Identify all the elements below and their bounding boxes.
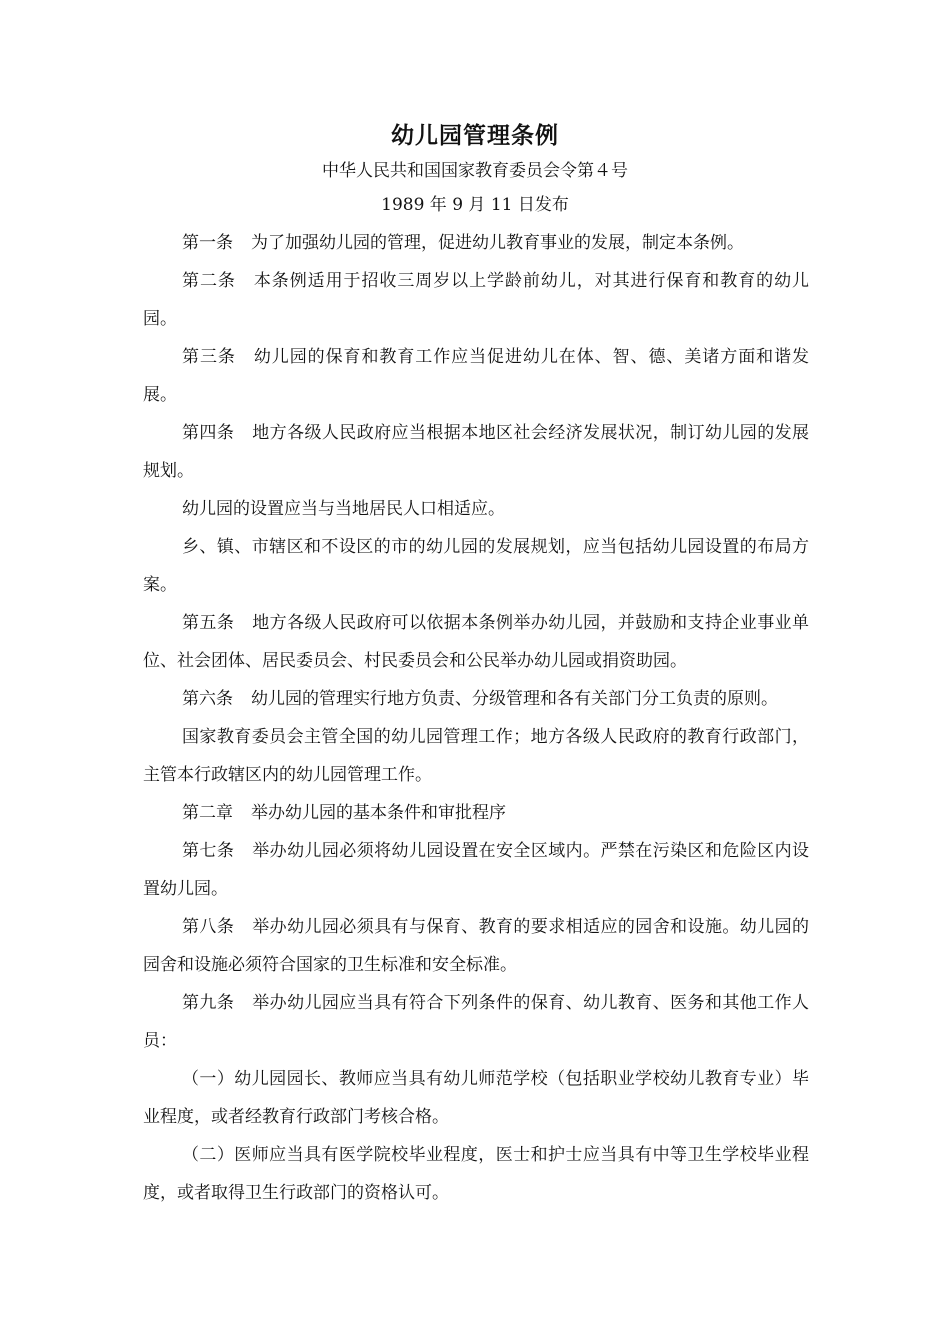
paragraph-text: 地方各级人民政府应当根据本地区社会经济发展状况，制订幼儿园的发展规划。 bbox=[143, 423, 810, 481]
paragraph bbox=[143, 984, 809, 1060]
chapter-label: 第二章 bbox=[182, 803, 233, 823]
paragraph-text: 幼儿园的管理实行地方负责、分级管理和各有关部门分工负责的原则。 bbox=[251, 689, 778, 709]
paragraph-label: 第一条 bbox=[182, 233, 233, 253]
paragraph bbox=[143, 338, 809, 414]
paragraph-label: 第三条 bbox=[182, 347, 236, 367]
paragraph-text: 幼儿园的保育和教育工作应当促进幼儿在体、智、德、美诸方面和谐发展。 bbox=[143, 347, 810, 405]
paragraph bbox=[143, 224, 809, 262]
paragraph bbox=[143, 718, 809, 794]
paragraph bbox=[143, 908, 809, 984]
paragraph-label: 第七条 bbox=[182, 841, 235, 861]
document-title: 幼儿园管理条例 bbox=[391, 122, 559, 149]
paragraph bbox=[143, 1060, 809, 1136]
paragraph-text: （一）幼儿园园长、教师应当具有幼儿师范学校（包括职业学校幼儿教育专业）毕业程度，或者经教育行政部门考核合格。 bbox=[143, 1069, 809, 1127]
paragraph-text: 举办幼儿园必须将幼儿园设置在安全区域内。严禁在污染区和危险区内设置幼儿园。 bbox=[143, 841, 810, 899]
paragraph-text: 本条例适用于招收三周岁以上学龄前幼儿，对其进行保育和教育的幼儿园。 bbox=[143, 271, 810, 329]
paragraph bbox=[143, 528, 809, 604]
paragraph-text: 乡、镇、市辖区和不设区的市的幼儿园的发展规划，应当包括幼儿园设置的布局方案。 bbox=[143, 537, 809, 595]
paragraph-text: （二）医师应当具有医学院校毕业程度，医士和护士应当具有中等卫生学校毕业程度，或者取得卫生行政部门的资格认可。 bbox=[143, 1145, 809, 1203]
paragraph-label: 第五条 bbox=[182, 613, 235, 633]
paragraph bbox=[143, 414, 809, 490]
chapter-heading bbox=[143, 794, 809, 832]
document-date: 1989 年 9 月 11 日发布 bbox=[381, 195, 569, 215]
paragraph bbox=[143, 490, 809, 528]
chapter-title: 举办幼儿园的基本条件和审批程序 bbox=[251, 803, 506, 823]
paragraph-label: 第六条 bbox=[182, 689, 233, 709]
paragraph-text: 举办幼儿园应当具有符合下列条件的保育、幼儿教育、医务和其他工作人员： bbox=[143, 993, 810, 1051]
paragraph-label: 第九条 bbox=[182, 993, 235, 1013]
document-body bbox=[143, 224, 809, 1212]
paragraph bbox=[143, 604, 809, 680]
paragraph-text: 举办幼儿园必须具有与保育、教育的要求相适应的园舍和设施。幼儿园的园舍和设施必须符合国家的卫生标准和安全标准。 bbox=[143, 917, 810, 975]
paragraph-text: 幼儿园的设置应当与当地居民人口相适应。 bbox=[182, 499, 505, 519]
paragraph-label: 第八条 bbox=[182, 917, 235, 937]
paragraph bbox=[143, 262, 809, 338]
paragraph-text: 地方各级人民政府可以依据本条例举办幼儿园，并鼓励和支持企业事业单位、社会团体、居民委员会、村民委员会和公民举办幼儿园或捐资助园。 bbox=[143, 613, 810, 671]
paragraph bbox=[143, 832, 809, 908]
paragraph-text: 国家教育委员会主管全国的幼儿园管理工作；地方各级人民政府的教育行政部门，主管本行政辖区内的幼儿园管理工作。 bbox=[143, 727, 809, 785]
paragraph-text: 为了加强幼儿园的管理，促进幼儿教育事业的发展，制定本条例。 bbox=[251, 233, 744, 253]
paragraph bbox=[143, 680, 809, 718]
document-subtitle: 中华人民共和国国家教育委员会令第４号 bbox=[322, 161, 628, 181]
paragraph-label: 第四条 bbox=[182, 423, 235, 443]
paragraph-label: 第二条 bbox=[182, 271, 236, 291]
paragraph bbox=[143, 1136, 809, 1212]
